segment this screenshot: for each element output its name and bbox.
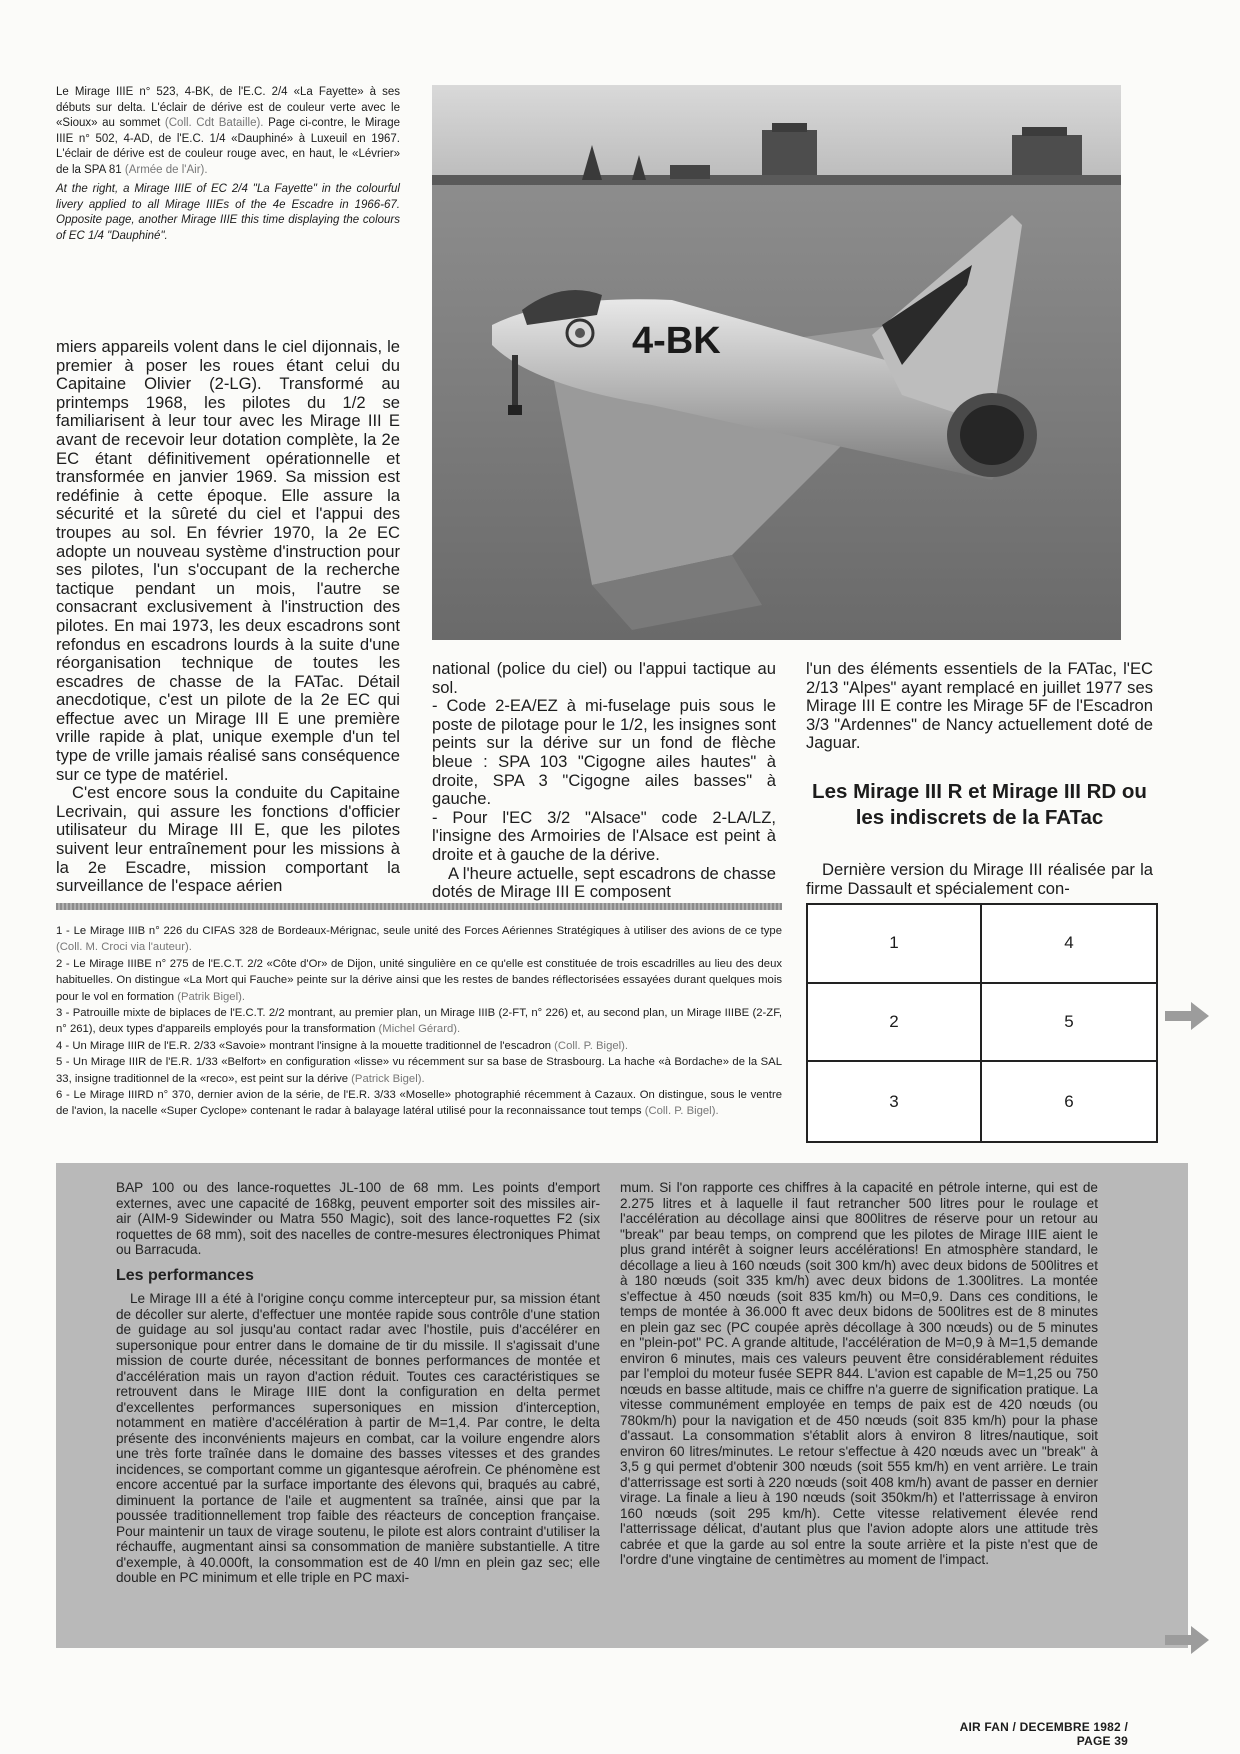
grid-cell-3: 3 <box>808 1062 982 1141</box>
next-page-arrow-icon <box>1163 998 1211 1034</box>
grid-cell-2: 2 <box>808 984 982 1063</box>
caption-item: 5 - Un Mirage IIIR de l'E.R. 1/33 «Belfort» en configuration «lisse» vu récemment sur sa base de Strasbourg. La hache «à Bordache» de la SAL 33, insigne traditionnel de la «reco», est peint sur la dérive (Patrick Bigel). <box>56 1056 782 1085</box>
numbered-captions <box>56 923 782 1120</box>
photo-index-grid <box>806 903 1158 1143</box>
grid-cell-1: 1 <box>808 905 982 984</box>
col1-paragraph-2: C'est encore sous la conduite du Capitaine Lecrivain, qui assure les fonctions d'officier utilisateur du Mirage III E, que les pilotes suivent leur entraînement pour les missions à la 2e Escadre, mission comportant la surveillance de l'espace aérien <box>56 783 400 896</box>
box-column-left <box>116 1180 600 1586</box>
text-column-1 <box>56 338 400 896</box>
grid-cell-5: 5 <box>982 984 1156 1063</box>
caption-item: 3 - Patrouille mixte de biplaces de l'E.C.T. 2/2 montrant, au premier plan, un Mirage IIIB (2-FT, n° 226) et, au second plan, un Mirage IIIBE (2-ZF, n° 261), deux types d'appareils employés pour la transformation (Michel Gérard). <box>56 1007 782 1036</box>
page-footer: AIR FAN / DECEMBRE 1982 / PAGE 39 <box>959 1720 1128 1748</box>
caption-fr-text: Le Mirage IIIE n° 523, 4-BK, de l'E.C. 2/4 «La Fayette» à ses débuts sur delta. L'éclair de dérive est de couleur verte avec le «Sioux» au sommet <box>56 86 400 129</box>
grid-cell-4: 4 <box>982 905 1156 984</box>
section-heading: Les Mirage III R et Mirage III RD ou les indiscrets de la FATac <box>812 779 1147 829</box>
grid-cell-6: 6 <box>1064 1091 1074 1111</box>
col3-paragraph-2: Dernière version du Mirage III réalisée par la firme Dassault et spécialement con- <box>806 859 1153 898</box>
col2-paragraph-3: - Pour l'EC 3/2 "Alsace" code 2-LA/LZ, l'insigne des Armoiries de l'Alsace est peint à droite et à gauche de la dérive. <box>432 807 776 864</box>
box-left-paragraph-1: BAP 100 ou des lance-roquettes JL-100 de 68 mm. Les points d'emport externes, avec une capacité de 168kg, peuvent emporter soit des missiles air-air (AIM-9 Sidewinder ou Matra 550 Magic), soit des lance-roquettes F2 (six roquettes de 68 mm), soit des nacelles de contre-mesures électroniques Phimat ou Barracuda. <box>116 1180 600 1257</box>
col2-paragraph-1: national (police du ciel) ou l'appui tactique au sol. <box>432 659 776 697</box>
text-column-3 <box>806 660 1153 898</box>
box-left-paragraph-2: Le Mirage III a été à l'origine conçu comme intercepteur pur, sa mission étant de décoller sur alerte, d'effectuer une montée rapide sous contrôle d'une station de guidage au sol jusqu'au contact radar avec l'hostile, puis d'accélérer en supersonique pour entrer dans le domaine de tir du missile. Il s'agissait d'une mission de courte durée, nécessitant de bonnes performances de montée et d'accélération mais un rayon d'action réduit. Toutes ces caractéristiques se retrouvent dans le Mirage IIIE dont la configuration en delta permet d'excellentes performances supersoniques en mission d'interception, notamment en matière d'accélération à partir de M=1,4. Par contre, le delta présente des inconvénients majeurs en combat, car la voilure engendre alors une très forte traînée dans le domaine des basses vitesses et des grandes incidences, se comportant comme un gigantesque aérofrein. Ce phénomène est encore accentué par la surface importante des élevons qui, braqués au cabré, diminuent la portance de l'aile et augmentent sa traînée, ainsi que par la poussée traditionnellement trop faible des réacteurs de conception française. Pour maintenir un taux de virage soutenu, le pilote est alors contraint d'utiliser la réchauffe, augmentant ainsi sa consommation de manière substantielle. A titre d'exemple, à 40.000ft, la consommation est de 40 l/mn en plein gaz sec; elle double en PC minimum et elle triple en PC maxi- <box>116 1291 600 1585</box>
aircraft-code: 4-BK <box>632 320 721 362</box>
col1-paragraph-1: miers appareils volent dans le ciel dijonnais, le premier à poser les roues étant celui du Capitaine Olivier (2-LG). Transformé au printemps 1968, les pilotes du 1/2 se familiarisent à leur tour avec les Mirage III E avant de recevoir leur dotation complète, la 2e EC étant définitivement opérationnelle et transformée en janvier 1969. Sa mission est redéfinie à cette époque. Elle assure la sécurité et la sûreté du ciel et l'appui des troupes au sol. En février 1970, la 2e EC adopte un nouveau système d'instruction pour ses pilotes, l'un s'occupant de la recherche tactique pendant un mois, l'autre se consacrant exclusivement à l'instruction des pilotes. En mai 1973, les deux escadrons sont refondus en escadrons lourds à la suite d'une réorganisation technique de toutes les escadres de chasse de la FATac. Détail anecdotique, c'est un pilote de la 2e EC qui effectue avec un Mirage III E une première vrille rapide à plat, unique exemple d'un tel type de vrille jamais réalisé sans conséquence sur ce type de matériel. <box>56 337 400 784</box>
section-divider <box>56 903 782 910</box>
box-right-paragraph-1: mum. Si l'on rapporte ces chiffres à la capacité en pétrole interne, qui est de 2.275 litres et à laquelle il faut retrancher 500 litres pour le roulage et l'accélération au décollage ainsi que 800litres de réserve pour un retour au "break" par beau temps, on comprend que les pilotes de Mirage IIIE aient le plus grand intérêt à soigner leurs accélérations! En atmosphère standard, le décollage a lieu à 160 nœuds (soit 300 km/h) avec deux bidons de 500litres et à 180 nœuds (soit 335 km/h) avec deux bidons de 1.300litres. La montée s'effectue à 450 nœuds (soit 835 km/h) ou M=0,9. Dans ces conditions, le temps de montée à 36.000 ft avec deux bidons de 500litres est de 8 minutes en plein gaz sec (PC coupée après décollage à 300 nœuds) ou de 5 minutes en "plein-pot" PC. A grande altitude, l'accélération de M=0,9 à M=1,5 demande environ 6 minutes, mais ces valeurs peuvent être considérablement réduites par l'emploi du moteur fusée SEPR 844. L'avion est capable de M=1,25 ou 750 nœuds en basse altitude, mais ce chiffre n'a guerre de signification pratique. La vitesse communément employée en temps de paix est de 420 nœuds (ou 780km/h) pour la navigation et de 450 nœuds (soit 835 km/h) pour la phase d'assaut. La consommation s'établit alors à environ 8 litres/nautique, soit environ 60 litres/minutes. Le retour s'effectue à 420 nœuds avec un "break" à 3,5 g qui permet d'obtenir 300 nœuds (soit 555 km/h) en vent arrière. Le train d'atterrissage est sorti à 220 nœuds (soit 408 km/h) avant de passer en dernier virage. La finale a lieu à 190 nœuds (soit 350km/h) et l'atterrissage à environ 160 nœuds (soit 295 km/h). Cette vitesse relativement élevée rend l'atterrissage délicat, d'autant plus que l'avion adopte alors une attitude très cabrée et que la garde au sol entre la soute arrière et la piste n'est que de l'ordre d'une vingtaine de centimètres au moment de l'impact. <box>620 1180 1098 1567</box>
caption-fr-credit: (Coll. Cdt Bataille). <box>164 117 264 129</box>
box-subheading: Les performances <box>116 1266 254 1284</box>
mirage-photo <box>432 85 1121 640</box>
caption-fr2-text: Page ci-contre, le Mirage IIIE n° 502, 4-AD, de l'E.C. 1/4 «Dauphiné» à Luxeuil en 1967. L'éclair de dérive est de couleur rouge avec, en haut, le «Lévrier» de la SPA 81 <box>56 117 400 176</box>
next-page-arrow-icon <box>1163 1622 1211 1658</box>
col2-paragraph-2: - Code 2-EA/EZ à mi-fuselage puis sous le poste de pilotage pour le 1/2, les insignes sont peints sur la dérive sur un fond de flèche bleue : SPA 103 "Cigogne ailes hautes" à droite, SPA 3 "Cigogne ailes basses" à gauche. <box>432 696 776 809</box>
caption-item: 1 - Le Mirage IIIB n° 226 du CIFAS 328 de Bordeaux-Mérignac, seule unité des Forces Aériennes Stratégiques à utiliser des avions de ce type (Coll. M. Croci via l'auteur). <box>56 925 782 954</box>
box-column-right <box>620 1180 1098 1568</box>
col2-paragraph-4: A l'heure actuelle, sept escadrons de chasse dotés de Mirage III E composent <box>432 863 776 902</box>
caption-fr2-credit: (Armée de l'Air). <box>124 163 208 176</box>
caption-en-text: At the right, a Mirage IIIE of EC 2/4 "La Fayette" in the colourful livery applied to all Mirage IIIEs of the 4e Escadre in 1966-67. Opposite page, another Mirage IIIE this time displaying the colours of EC 1/4 "Dauphiné". <box>56 183 400 242</box>
caption-item: 6 - Le Mirage IIIRD n° 370, dernier avion de la série, de l'E.R. 3/33 «Moselle» photographié récemment à Cazaux. On distingue, sous le ventre de l'avion, la nacelle «Super Cyclope» contenant le radar à balayage latéral utilisé pour la reconnaissance tout temps (Coll. P. Bigel). <box>56 1089 782 1118</box>
text-column-2 <box>432 660 776 902</box>
photo-caption <box>56 85 400 244</box>
caption-item: 4 - Un Mirage IIIR de l'E.R. 2/33 «Savoie» montrant l'insigne à la mouette traditionnel de l'escadron (Coll. P. Bigel). <box>56 1039 629 1052</box>
caption-item: 2 - Le Mirage IIIBE n° 275 de l'E.C.T. 2/2 «Côte d'Or» de Dijon, unité singulière en ce qu'elle est constituée de trois escadrilles au lieu des deux habituelles. On distingue «La Mort qui Fauche» peinte sur la dérive ainsi que les restes de bandes réflectorisées essayées durant quelques mois pour le vol en formation (Patrik Bigel). <box>56 957 782 1003</box>
col3-paragraph-1: l'un des éléments essentiels de la FATac, l'EC 2/13 "Alpes" ayant remplacé en juillet 1977 ses Mirage III E contre les Mirage 5F de l'Escadron 3/3 "Ardennes" de Nancy actuellement doté de Jaguar. <box>806 659 1153 753</box>
